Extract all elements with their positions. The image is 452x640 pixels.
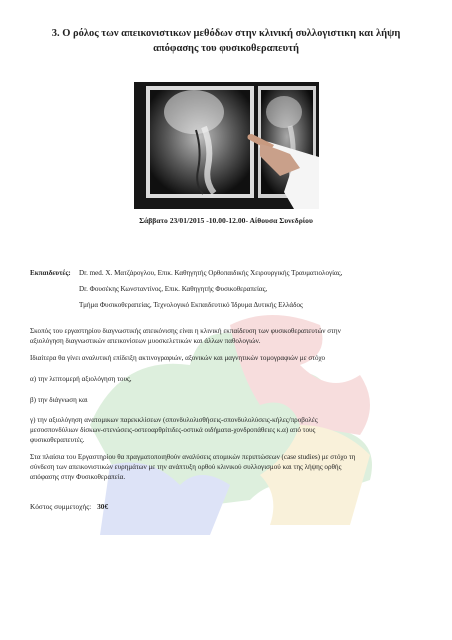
cost-label: Κόστος συμμετοχής: [30, 502, 92, 511]
context-line-3: απόφασης στην Φυσικοθεραπεία. [30, 473, 126, 481]
instructor-line-2: Dr. Φουσέκης Κωνσταντίνος, Επικ. Καθηγητής Φυσικοθεραπείας, [79, 285, 268, 293]
instructor-line-3: Τμήμα Φυσικοθεραπείας, Τεχνολογικό Εκπαιδευτικό Ίδρυμα Δυτικής Ελλάδος [79, 301, 303, 309]
title-line-2: απόφασης του φυσικοθεραπευτή [153, 43, 299, 54]
mri-scan-image-icon [134, 82, 319, 209]
context-paragraph [30, 452, 425, 482]
instructors-label: Εκπαιδευτές: [30, 269, 71, 277]
item-c-line-3: φυσικοθεραπευτές. [30, 436, 85, 444]
list-item-c [30, 415, 425, 445]
title-line-1: 3. Ο ρόλος των απεικονιστικων μεθόδων στην κλινική συλλογιστικη και λήψη [51, 28, 401, 39]
mri-photo [134, 82, 319, 209]
list-item-a: α) την λεπτομερή αξιολόγηση τους, [30, 375, 132, 383]
item-c-line-1: γ) την αξιολόγηση ανατομικων παρεκκλίσεων (σπονδυλολισθήσεις-σπονδυλολύσεις-κήλες/προβολές [30, 416, 318, 424]
item-c-line-2: μεσοσπονδύλιων δίσκων-στενώσεις-οστεοαρθρίτιδες-οστικά οιδήματα-χονδροπάθειες κ.α) από τους [30, 426, 316, 434]
list-item-b: β) την διάγνωση και [30, 396, 88, 404]
cost-value: 30€ [97, 502, 109, 511]
session-datetime: Σάββατο 23/01/2015 -10.00-12.00- Αίθουσα Συνεδρίου [139, 216, 313, 225]
document-title [40, 26, 412, 56]
context-line-1: Στα πλαίσια του Εργαστηρίου θα πραγματοποιηθούν αναλύσεις ατομικών περιπτώσεων (case studies) με στόχο τη [30, 453, 356, 461]
context-line-2: σύνδεση των απεικονιστικών ευρημάτων με την ανάπτυξη ορθού κλινικού συλλογισμού και της λήψης ορθής [30, 463, 342, 471]
emphasis-paragraph: Ιδιαίτερα θα γίνει αναλυτική επίδειξη ακτινογραφιών, αξονικών και μαγνητικών τομογραφιών με στόχο [30, 354, 326, 362]
intro-paragraph [30, 326, 425, 346]
intro-line-2: αξιολόγηση διαγνωστικών απεικονίσεων μυοσκελετικών και άλλων παθολογιών. [30, 337, 261, 345]
instructor-line-1: Dr. med. Χ. Ματζάρογλου, Επικ. Καθηγητής Ορθοπαιδικής Χειρουργικής Τραυματιολογίας, [79, 269, 343, 277]
intro-line-1: Σκοπός του εργαστηρίου διαγνωστικής απεικόνισης είναι η κλινική εκπαίδευση των φυσικοθεραπευτών στην [30, 327, 341, 335]
participation-cost [30, 502, 108, 511]
